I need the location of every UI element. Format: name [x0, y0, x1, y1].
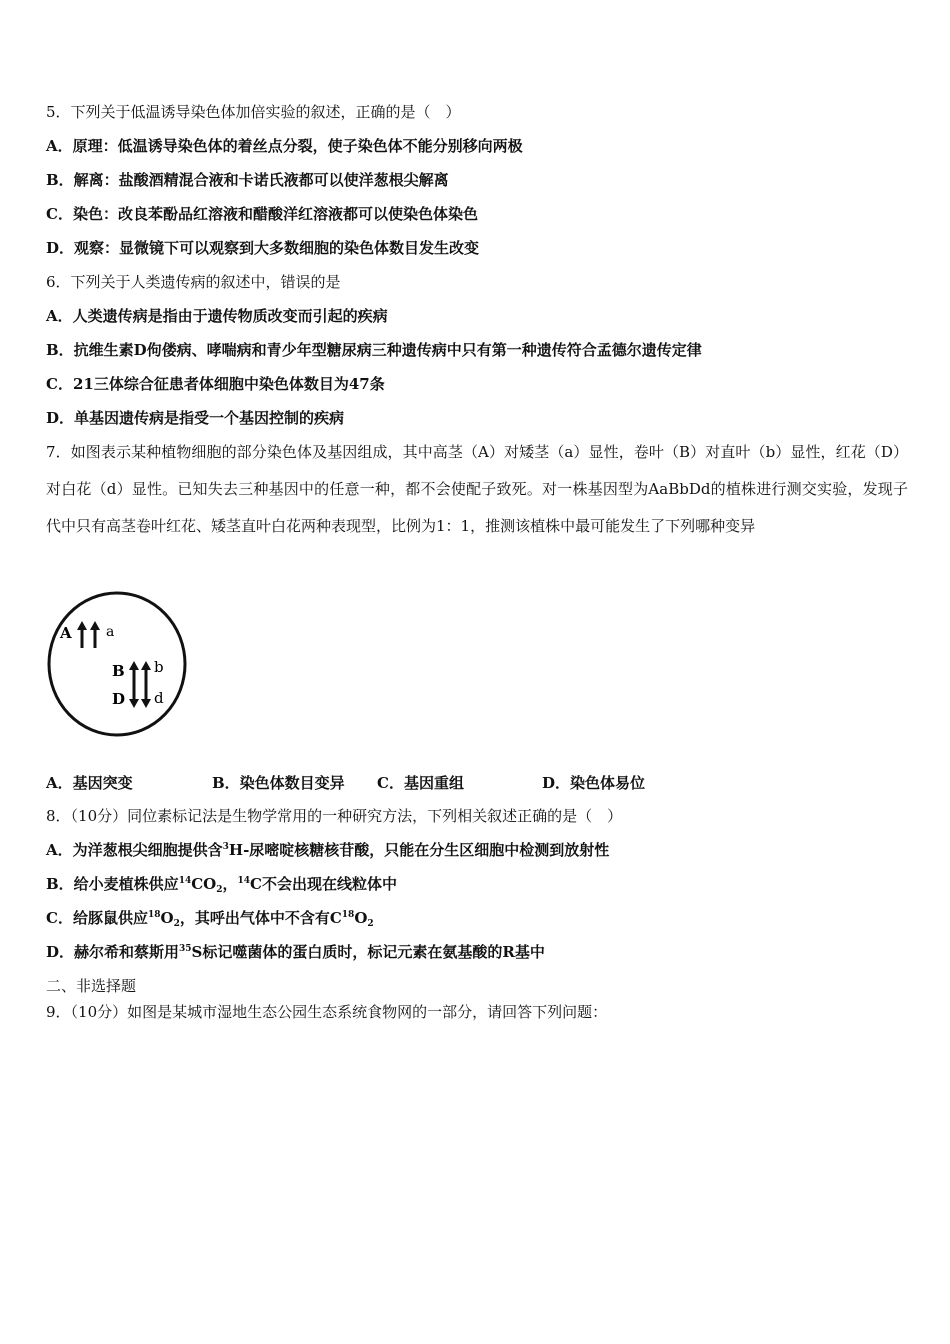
q8-stem: 8．（10分）同位素标记法是生物学常用的一种研究方法，下列相关叙述正确的是（ ） [46, 807, 623, 825]
gene-label-D: D [112, 690, 126, 708]
chromosome-diagram [44, 588, 190, 738]
q8-option-d [46, 942, 545, 962]
gene-label-A: A [60, 624, 72, 642]
q8-b-text-3: ， [222, 875, 238, 893]
q8-option-b [46, 874, 397, 894]
q8-option-a [46, 840, 609, 860]
q5-option-c: C．染色：改良苯酚品红溶液和醋酸洋红溶液都可以使染色体染色 [46, 205, 478, 223]
q8-b-subscript: 2 [216, 885, 223, 895]
q8-d-text-1: D．赫尔希和蔡斯用 [46, 943, 180, 961]
q5-option-d: D．观察：显微镜下可以观察到大多数细胞的染色体数目发生改变 [46, 239, 480, 257]
q7-stem: 7．如图表示某种植物细胞的部分染色体及基因组成，其中高茎（A）对矮茎（a）显性，卷叶（B）对直叶（b）显性，红花（D）对白花（d）显性。已知失去三种基因中的任意一种，都不会使配子致死。对一株基因型为AaBbDd的植株进行测交实验，发现子代中只有高茎卷叶红花、矮茎直叶白花两种表现型，比例为1：1，推测该植株中最可能发生了下列哪种变异 [46, 443, 908, 535]
q7-option-d: D．染色体易位 [542, 774, 646, 792]
q8-c-superscript-1: 18 [147, 910, 161, 920]
q8-c-subscript-2: 2 [367, 919, 374, 929]
q8-a-superscript: 3 [222, 842, 229, 852]
q8-a-text-2: H-尿嘧啶核糖核苷酸，只能在分生区细胞中检测到放射性 [228, 841, 610, 859]
q6-option-b: B．抗维生素D佝偻病、哮喘病和青少年型糖尿病三种遗传病中只有第一种遗传符合孟德尔遗传定律 [46, 341, 702, 359]
q8-c-subscript-1: 2 [173, 919, 180, 929]
q5-option-a: A．原理：低温诱导染色体的着丝点分裂，使子染色体不能分别移向两极 [46, 137, 523, 155]
q6-option-d: D．单基因遗传病是指受一个基因控制的疾病 [46, 409, 345, 427]
q5-option-b: B．解离：盐酸酒精混合液和卡诺氏液都可以使洋葱根尖解离 [46, 171, 449, 189]
q7-option-c: C．基因重组 [377, 774, 464, 792]
q6-option-c: C．21三体综合征患者体细胞中染色体数目为47条 [46, 375, 385, 393]
q7-option-b: B．染色体数目变异 [212, 774, 345, 792]
q8-d-text-2: S标记噬菌体的蛋白质时，标记元素在氨基酸的R基中 [191, 943, 545, 961]
q8-c-text-1: C．给豚鼠供应 [46, 909, 148, 927]
q8-c-text-3: ，其呼出气体中不含有C [179, 909, 342, 927]
section-heading-non-choice: 二、非选择题 [46, 977, 137, 995]
q8-c-text-2: O [160, 909, 174, 927]
q8-a-text-1: A．为洋葱根尖细胞提供含 [46, 841, 223, 859]
q6-stem: 6．下列关于人类遗传病的叙述中，错误的是 [46, 273, 341, 291]
chromosome-pair-bd [129, 661, 151, 708]
chromosome-diagram-svg [44, 588, 190, 738]
q5-stem: 5．下列关于低温诱导染色体加倍实验的叙述，正确的是（ ） [46, 103, 461, 121]
gene-label-b: b [154, 658, 164, 676]
q8-c-superscript-2: 18 [341, 910, 355, 920]
gene-label-B: B [112, 662, 125, 680]
q8-d-superscript: 35 [179, 944, 192, 954]
q8-b-text-2: CO [191, 875, 217, 893]
chromosome-pair-aa [77, 621, 100, 648]
q8-option-c [46, 908, 374, 928]
q6-option-a: A．人类遗传病是指由于遗传物质改变而引起的疾病 [46, 307, 388, 325]
gene-label-d: d [154, 689, 164, 707]
gene-label-a: a [106, 624, 115, 640]
q8-b-superscript-2: 14 [237, 876, 251, 886]
q8-b-text-1: B．给小麦植株供应 [46, 875, 179, 893]
q8-b-superscript-1: 14 [178, 876, 192, 886]
q7-option-a: A．基因突变 [46, 774, 133, 792]
q9-stem: 9．（10分）如图是某城市湿地生态公园生态系统食物网的一部分，请回答下列问题： [46, 1003, 608, 1021]
q8-b-text-4: C不会出现在线粒体中 [250, 875, 397, 893]
q8-c-text-4: O [354, 909, 368, 927]
